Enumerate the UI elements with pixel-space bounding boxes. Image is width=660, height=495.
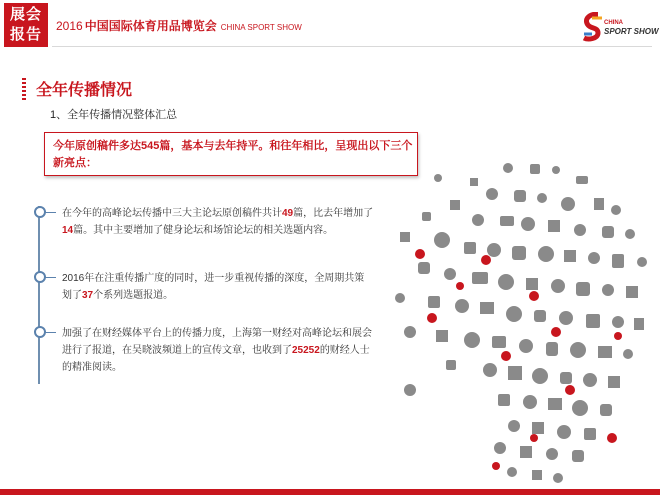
exhibition-report-badge (4, 3, 48, 47)
section-title: 全年传播情况 (36, 82, 133, 99)
point-2 (62, 270, 374, 304)
header-title-cn: 中国国际体育用品博览会 (84, 19, 217, 33)
logo-cn-text: CHINA (604, 20, 623, 26)
badge-line-2: 报告 (9, 26, 42, 43)
point-3 (62, 325, 374, 376)
header-title-en: CHINA SPORT SHOW (220, 23, 302, 32)
point-1-num-1: 49 (282, 208, 294, 219)
header-title (56, 17, 302, 34)
timeline-connector-2 (44, 277, 56, 278)
point-2-text-b: 个系列选题报道。 (93, 290, 174, 301)
bottom-bar (0, 489, 660, 495)
highlight-box (44, 132, 418, 176)
header-year: 2016 (56, 19, 83, 33)
timeline-connector-3 (44, 332, 56, 333)
logo-mark-icon (582, 12, 604, 42)
highlight-text: 今年原创稿件多达545篇，基本与去年持平。和往年相比，呈现出以下三个新亮点： (53, 140, 413, 169)
point-3-num-1: 25252 (292, 345, 320, 356)
point-3-text-b: 的财经人士的精准阅读。 (62, 345, 370, 373)
point-1-text-c: 篇。其中主要增加了健身论坛和场馆论坛的相关选题内容。 (73, 225, 334, 236)
point-2-text-a: 2016年在注重传播广度的同时，进一步重视传播的深度，全周期共策划了 (62, 273, 365, 301)
point-1-text-a: 在今年的高峰论坛传播中三大主论坛原创稿件共计 (62, 208, 282, 219)
china-sport-show-logo (582, 10, 659, 44)
head-of-icons-graphic (380, 150, 660, 495)
logo-name-text: SPORT SHOW (604, 27, 659, 36)
header (0, 0, 660, 50)
header-divider (52, 46, 652, 47)
point-3-text-a: 加强了在财经媒体平台上的传播力度，上海第一财经对高峰论坛和展会进行了报道，在吴晓波频道上的宣传文章，也收到了 (62, 328, 372, 356)
timeline-line (38, 206, 40, 384)
badge-line-1: 展会 (9, 6, 42, 23)
point-1-text-b: 篇，比去年增加了 (293, 208, 374, 219)
section-subtitle: 1、全年传播情况整体汇总 (50, 109, 178, 121)
point-1 (62, 205, 374, 239)
point-2-num-1: 37 (82, 290, 94, 301)
timeline-connector-1 (44, 212, 56, 213)
section-marker (22, 78, 26, 100)
point-1-num-2: 14 (62, 225, 74, 236)
